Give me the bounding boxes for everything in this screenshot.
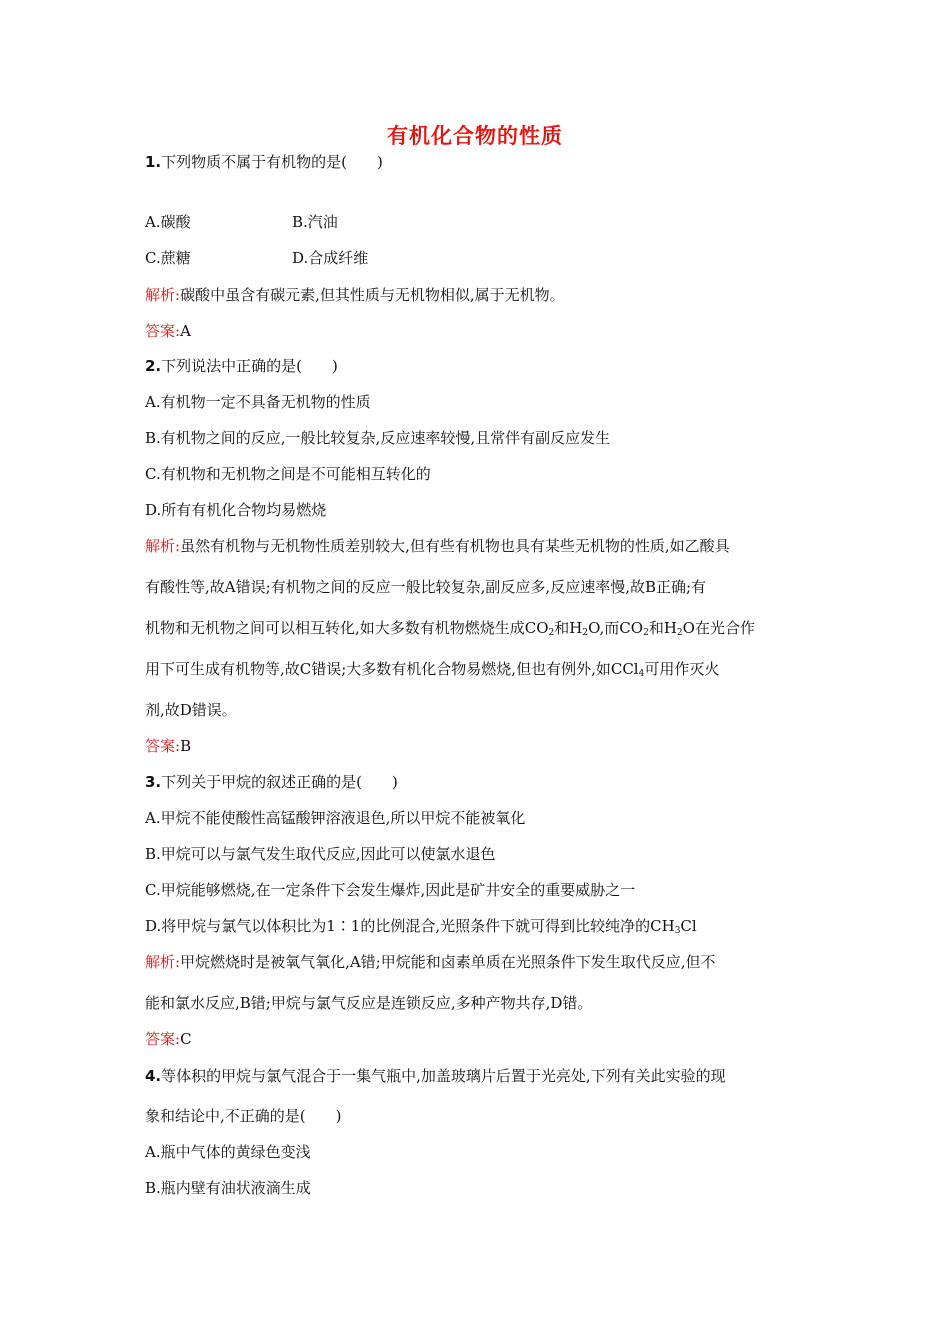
question-2-stem: 2.下列说法中正确的是( ) — [145, 357, 338, 375]
question-3-option-d: D.将甲烷与氯气以体积比为1∶1的比例混合,光照条件下就可得到比较纯净的$CH_3Cl$ — [145, 917, 697, 936]
question-3-option-b: B.甲烷可以与氯气发生取代反应,因此可以使氯水退色 — [145, 845, 496, 863]
page-title: 有机化合物的性质 — [387, 124, 563, 148]
question-2-analysis-line-1: 解析:虽然有机物与无机物性质差别较大,但有些有机物也具有某些无机物的性质,如乙酸具 — [145, 537, 730, 555]
option-a: A.碳酸 — [145, 213, 191, 231]
question-1-answer: 答案:A — [145, 322, 191, 340]
answer-label: 答案: — [145, 737, 181, 755]
question-2-option-d: D.所有有机化合物均易燃烧 — [145, 501, 327, 519]
option-c: C.蔗糖 — [145, 249, 191, 267]
question-4-option-a: A.瓶中气体的黄绿色变浅 — [145, 1143, 311, 1161]
question-number: 1. — [145, 153, 162, 171]
question-1-options-row-2 — [145, 248, 545, 268]
question-2-answer: 答案:B — [145, 737, 192, 755]
question-2-option-b: B.有机物之间的反应,一般比较复杂,反应速率较慢,且常伴有副反应发生 — [145, 429, 611, 447]
question-2-option-c: C.有机物和无机物之间是不可能相互转化的 — [145, 465, 431, 483]
question-2-analysis-line-5: 剂,故D错误。 — [145, 701, 237, 719]
question-1-analysis: 解析:碳酸中虽含有碳元素,但其性质与无机物相似,属于无机物。 — [145, 286, 565, 304]
question-4-option-b: B.瓶内壁有油状液滴生成 — [145, 1179, 311, 1197]
question-3-analysis-line-2: 能和氯水反应,B错;甲烷与氯气反应是连锁反应,多种产物共存,D错。 — [145, 994, 593, 1012]
analysis-label: 解析: — [145, 286, 181, 304]
question-1-stem: 1.下列物质不属于有机物的是( ) — [145, 153, 383, 171]
question-3-stem: 3.下列关于甲烷的叙述正确的是( ) — [145, 773, 398, 791]
question-number: 2. — [145, 357, 162, 375]
question-number: 3. — [145, 773, 162, 791]
question-3-answer: 答案:C — [145, 1030, 192, 1048]
question-3-option-c: C.甲烷能够燃烧,在一定条件下会发生爆炸,因此是矿井安全的重要威胁之一 — [145, 881, 636, 899]
question-2-analysis-line-4: 用下可生成有机物等,故C错误;大多数有机化合物易燃烧,但也有例外,如CCl$_4$可用作灭火 — [145, 660, 720, 679]
question-number: 4. — [145, 1067, 162, 1085]
question-1-options-row-1 — [145, 212, 545, 232]
question-3-option-a: A.甲烷不能使酸性高锰酸钾溶液退色,所以甲烷不能被氧化 — [145, 809, 526, 827]
question-4-stem-line-2: 象和结论中,不正确的是( ) — [145, 1107, 342, 1125]
option-b: B.汽油 — [292, 213, 338, 231]
question-2-option-a: A.有机物一定不具备无机物的性质 — [145, 393, 371, 411]
question-3-analysis-line-1: 解析:甲烷燃烧时是被氧气氧化,A错;甲烷能和卤素单质在光照条件下发生取代反应,但不 — [145, 953, 716, 971]
analysis-label: 解析: — [145, 537, 181, 555]
question-2-analysis-line-2: 有酸性等,故A错误;有机物之间的反应一般比较复杂,副反应多,反应速率慢,故B正确;有 — [145, 578, 707, 596]
question-4-stem-line-1: 4.等体积的甲烷与氯气混合于一集气瓶中,加盖玻璃片后置于光亮处,下列有关此实验的现 — [145, 1067, 726, 1085]
answer-label: 答案: — [145, 1030, 181, 1048]
question-2-analysis-line-3: 机物和无机物之间可以相互转化,如大多数有机物燃烧生成$CO_2$和$H_2O$,而$CO_2$和$H_2O$在光合作 — [145, 619, 755, 638]
option-d: D.合成纤维 — [292, 249, 369, 267]
analysis-label: 解析: — [145, 953, 181, 971]
answer-label: 答案: — [145, 322, 181, 340]
